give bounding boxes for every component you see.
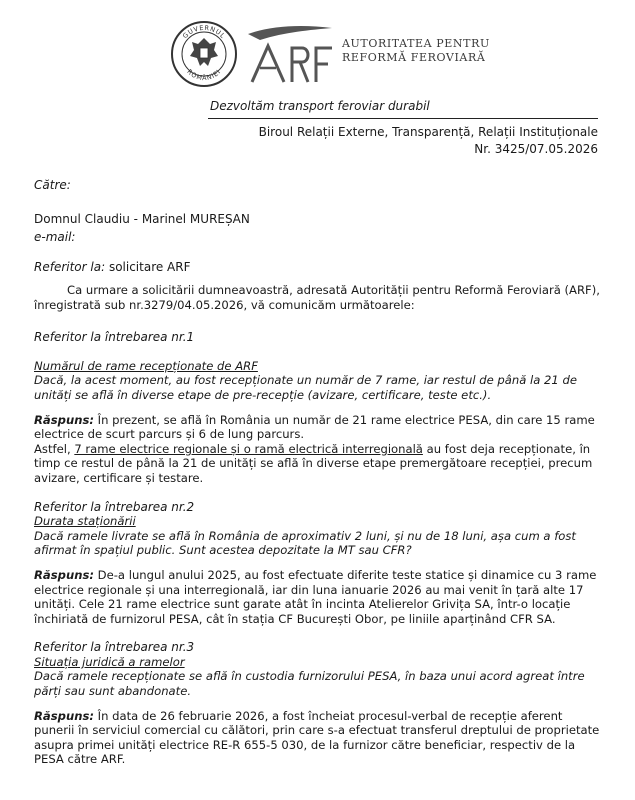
subject-line: [34, 260, 191, 274]
subject-label: Referitor la:: [34, 260, 106, 274]
office-block: [259, 124, 598, 158]
arf-name-line1: AUTORITATEA PENTRU: [342, 37, 490, 50]
recipient-name: Domnul Claudiu - Marinel MUREȘAN: [34, 212, 250, 226]
recipient-label: Către:: [34, 178, 71, 192]
svg-text:ROMÂNIEI: ROMÂNIEI: [185, 67, 223, 83]
answer-2-label: Răspuns:: [34, 567, 94, 582]
arf-full-name: [342, 37, 490, 65]
tagline: Dezvoltăm transport feroviar durabil: [210, 99, 430, 113]
answer-1-p2-underlined: 7 rame electrice regionale și o ramă electrică interregională: [74, 441, 423, 456]
question-2-subject: Durata staționării: [34, 514, 136, 529]
answer-1-label: Răspuns:: [34, 412, 94, 427]
answer-3-text: În data de 26 februarie 2026, a fost încheiat procesul-verbal de recepție aferent punerii în serviciul comercial cu călători, prin care s-a efectuat transferul dreptului de proprietate asupra primei unități electrice RE-R 655-5 030, de la furnizor către beneficiar, respectiv de la PESA către ARF.: [34, 708, 600, 767]
question-3-heading: Referitor la întrebarea nr.3: [34, 640, 195, 655]
subject-value: solicitare ARF: [105, 260, 191, 274]
question-1-subject: Numărul de rame recepționate de ARF: [34, 358, 258, 373]
email-label: e-mail:: [34, 230, 76, 244]
answer-1-paragraph: [34, 413, 602, 442]
answer-3-paragraph: [34, 709, 602, 767]
answer-1-text: În prezent, se află în România un număr de 21 rame electrice PESA, din care 15 rame electrice de scurt parcurs și 6 de lung parcurs.: [34, 412, 595, 442]
answer-2-paragraph: [34, 568, 602, 626]
question-1-heading: Referitor la întrebarea nr.1: [34, 330, 195, 345]
government-seal-icon: [170, 20, 238, 88]
svg-text:GUVERNUL: GUVERNUL: [181, 23, 228, 41]
answer-1-p2-end: au fost deja recepționate, în timp ce restul de până la 21 de unități se află în diverse etape premergătoare recepției, precum avizare, certificare și testare.: [34, 441, 593, 485]
arf-name-line2: REFORMĂ FEROVIARĂ: [342, 51, 486, 64]
answer-2-text: De-a lungul anului 2025, au fost efectuate diferite teste statice și dinamice cu 3 rame electrice regionale și una interregională, iar din luna ianuarie 2026 au mai venit în țară alte 17 unități. Cele 21 rame electrice sunt garate atât în incinta Atelierelor Grivița SA, într-o locație închiriată de furnizorul PESA, cât în stația CF București Obor, pe liniile aparținând CFR SA.: [34, 567, 597, 626]
question-2-text: Dacă ramele livrate se află în România de aproximativ 2 luni, și nu de 18 luni, așa cum a fost afirmat în spațiul public. Sunt acestea depozitate la MT sau CFR?: [34, 528, 576, 558]
intro-paragraph: Ca urmare a solicitării dumneavoastră, adresată Autorității pentru Reformă Feroviară (ARF), înregistrată sub nr.3279/04.05.2026, vă comunicăm următoarele:: [34, 283, 600, 312]
question-3-subject: Situația juridică a ramelor: [34, 654, 185, 669]
question-2-heading: Referitor la întrebarea nr.2: [34, 499, 195, 514]
arf-logo-icon: [240, 24, 335, 86]
header-divider: [208, 118, 598, 119]
question-1-text: Dacă, la acest moment, au fost recepționate un număr de 7 rame, iar restul de până la 21 de unități se află în diverse etape de pre-recepție (avizare, certificare, teste etc.).: [34, 373, 577, 402]
answer-3-label: Răspuns:: [34, 708, 94, 723]
question-3-text: Dacă ramele recepționate se află în custodia furnizorului PESA, în baza unui acord agreat între părți sau sunt abandonate.: [34, 669, 585, 699]
answer-1-paragraph-2: [34, 442, 602, 486]
answer-1-p2-start: Astfel,: [34, 441, 75, 456]
office-name: Biroul Relații Externe, Transparență, Relații Instituționale: [258, 125, 598, 139]
letter-body: [34, 283, 602, 767]
reference-number: Nr. 3425/07.05.2026: [474, 142, 598, 156]
